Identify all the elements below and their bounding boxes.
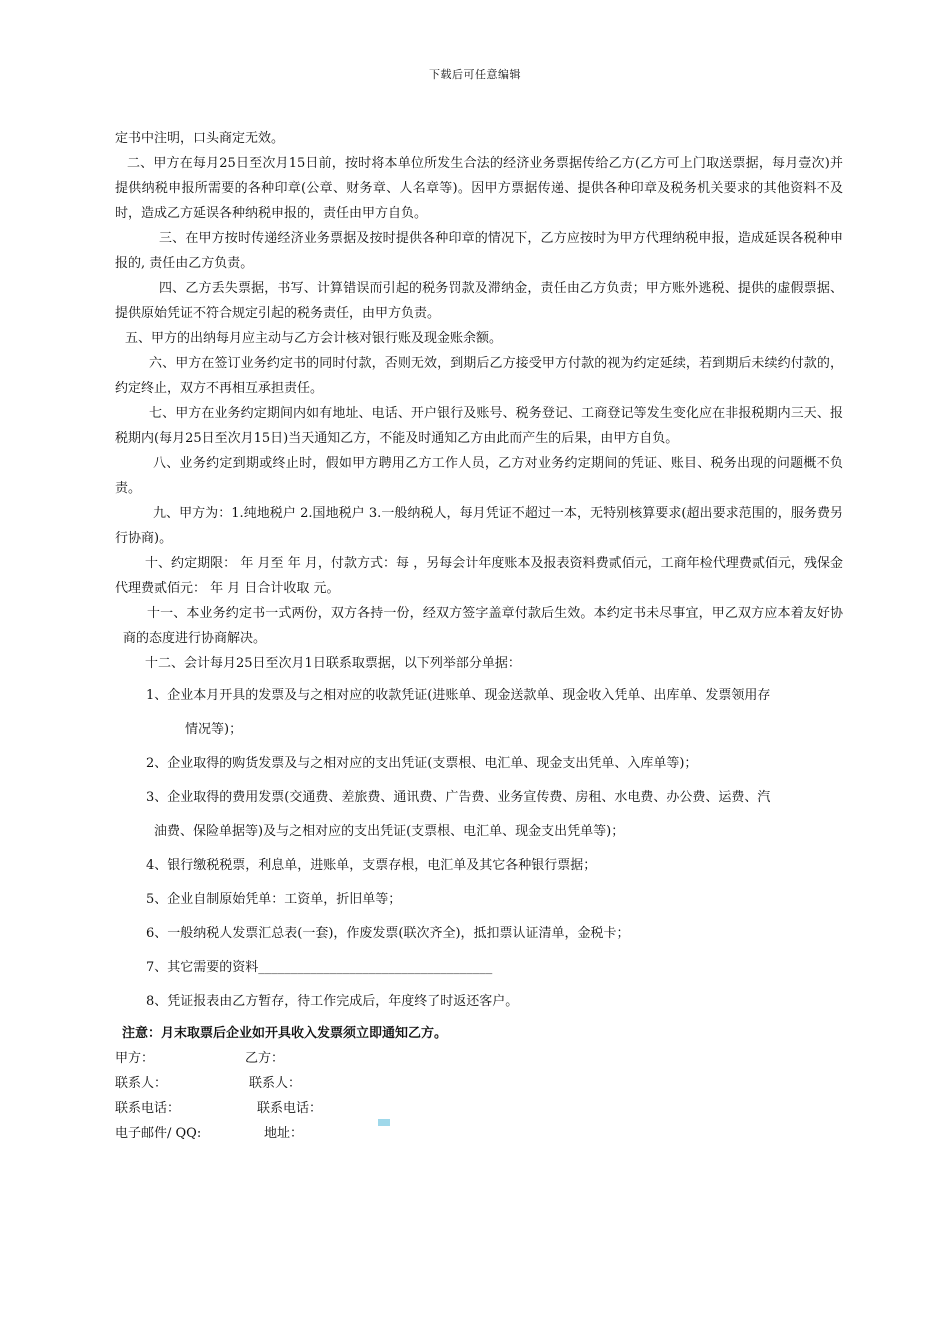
list-item-text: 8、凭证报表由乙方暂存，待工作完成后，年度终了时返还客户。 xyxy=(146,994,519,1009)
list-item xyxy=(146,781,843,849)
list-item-text: 5、企业自制原始凭单：工资单，折旧单等； xyxy=(146,892,402,907)
paragraph-10: 十、约定期限： 年 月至 年 月，付款方式：每 ，另每会计年度账本及报表资料费贰佰元，工商年检代理费贰佰元，残保金代理费贰佰元： 年 月 日合计收取 元。 xyxy=(115,556,843,596)
phone-a-label: 联系电话： xyxy=(115,1101,181,1116)
signature-row xyxy=(115,1046,843,1071)
list-item xyxy=(146,747,843,781)
signature-row xyxy=(115,1071,843,1096)
list-item xyxy=(146,849,843,883)
paragraph-4: 四、乙方丢失票据，书写、计算错误而引起的税务罚款及滞纳金，责任由乙方负责；甲方账外逃税、提供的虚假票据、提供原始凭证不符合规定引起的税务责任，由甲方负责。 xyxy=(115,281,843,321)
paragraph-7: 七、甲方在业务约定期间内如有地址、电话、开户银行及账号、税务登记、工商登记等发生变化应在非报税期内三天、报税期内(每月25日至次月15日)当天通知乙方，不能及时通知乙方由此而产生的后果，由甲方自负。 xyxy=(115,406,843,446)
list-item-text: 6、一般纳税人发票汇总表(一套)，作废发票(联次齐全)，抵扣票认证清单，金税卡； xyxy=(146,926,630,941)
list-item-text: 2、企业取得的购货发票及与之相对应的支出凭证(支票根、电汇单、现金支出凭单、入库单等)； xyxy=(146,756,698,771)
signature-row xyxy=(115,1096,843,1121)
list-item xyxy=(146,951,843,985)
notice-text: 注意：月末取票后企业如开具收入发票须立即通知乙方。 xyxy=(122,1026,448,1041)
party-a-label: 甲方： xyxy=(115,1051,155,1066)
email-qq-label: 电子邮件/ QQ: xyxy=(115,1126,202,1141)
list-item-text: 1、企业本月开具的发票及与之相对应的收款凭证(进账单、现金送款单、现金收入凭单、出库单、发票领用存 xyxy=(146,688,771,703)
document-list xyxy=(115,679,843,1019)
contact-b-label: 联系人： xyxy=(249,1076,302,1091)
list-item-text: 3、企业取得的费用发票(交通费、差旅费、通讯费、广告费、业务宣传费、房租、水电费、办公费、运费、汽 xyxy=(146,790,771,805)
highlight-marker xyxy=(378,1119,390,1126)
page-header: 下载后可任意编辑 xyxy=(429,68,521,81)
paragraph-5: 五、甲方的出纳每月应主动与乙方会计核对银行账及现金账余额。 xyxy=(125,331,503,346)
list-item-text: 4、银行缴税税票，利息单，进账单，支票存根，电汇单及其它各种银行票据； xyxy=(146,858,597,873)
list-item xyxy=(146,883,843,917)
list-item xyxy=(146,917,843,951)
paragraph-12: 十二、会计每月25日至次月1日联系取票据，以下列举部分单据： xyxy=(145,656,521,671)
address-label: 地址： xyxy=(264,1126,304,1141)
paragraph-6: 六、甲方在签订业务约定书的同时付款，否则无效，到期后乙方接受甲方付款的视为约定延续，若到期后未续约付款的，约定终止，双方不再相互承担责任。 xyxy=(115,356,843,396)
list-item-continuation: 油费、保险单据等)及与之相对应的支出凭证(支票根、电汇单、现金支出凭单等)； xyxy=(154,824,625,839)
list-item-text: 7、其它需要的资料____________________________________ xyxy=(146,960,493,975)
document-body xyxy=(115,126,843,1146)
paragraph-11: 十一、本业务约定书一式两份，双方各持一份，经双方签字盖章付款后生效。本约定书未尽事宜，甲乙双方应本着友好协商的态度进行协商解决。 xyxy=(123,606,843,646)
paragraph-3: 三、在甲方按时传递经济业务票据及按时提供各种印章的情况下，乙方应按时为甲方代理纳税申报，造成延误各税种申报的, 责任由乙方负责。 xyxy=(115,231,843,271)
contact-a-label: 联系人： xyxy=(115,1076,168,1091)
paragraph-9: 九、甲方为：1.纯地税户 2.国地税户 3.一般纳税人，每月凭证不超过一本，无特别核算要求(超出要求范围的，服务费另行协商)。 xyxy=(115,506,843,546)
list-item xyxy=(146,985,843,1019)
list-item-continuation: 情况等)； xyxy=(185,722,243,737)
paragraph-2: 二、甲方在每月25日至次月15日前，按时将本单位所发生合法的经济业务票据传给乙方(乙方可上门取送票据，每月壹次)并提供纳税申报所需要的各种印章(公章、财务章、人名章等)。因甲方票据传递、提供各种印章及税务机关要求的其他资料不及时，造成乙方延误各种纳税申报的，责任由甲方自负。 xyxy=(115,156,843,221)
paragraph-8: 八、业务约定到期或终止时，假如甲方聘用乙方工作人员，乙方对业务约定期间的凭证、账目、税务出现的问题概不负责。 xyxy=(115,456,843,496)
paragraph-0: 定书中注明，口头商定无效。 xyxy=(115,131,285,146)
phone-b-label: 联系电话： xyxy=(257,1101,323,1116)
list-item xyxy=(146,679,843,747)
signature-row xyxy=(115,1121,843,1146)
signature-block xyxy=(115,1046,843,1146)
party-b-label: 乙方： xyxy=(245,1051,285,1066)
